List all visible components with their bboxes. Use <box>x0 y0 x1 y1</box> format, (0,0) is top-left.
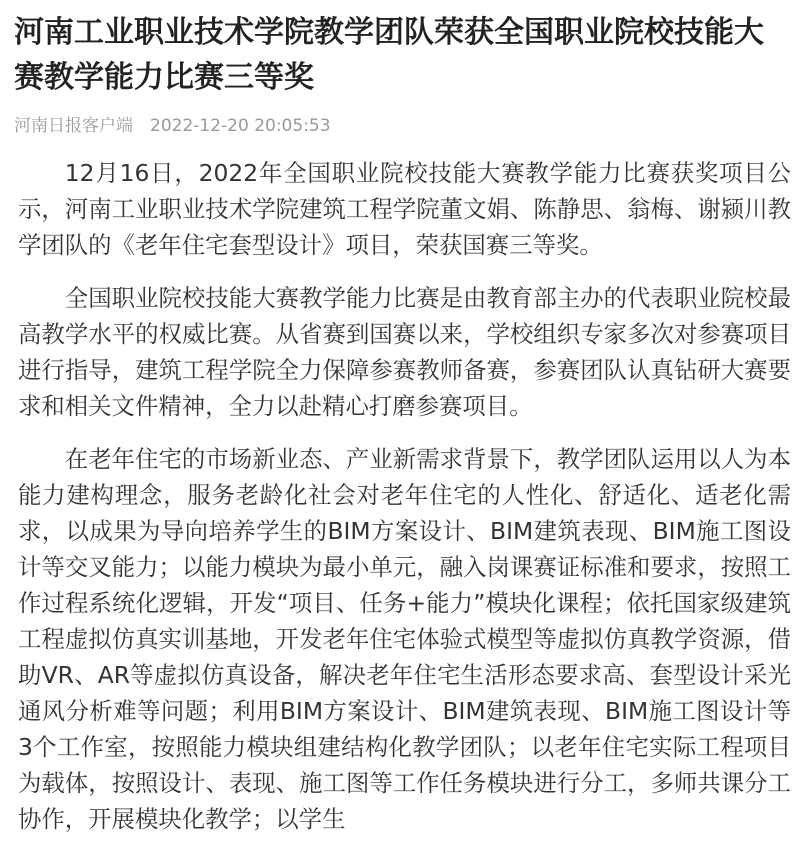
article-paragraph: 12月16日，2022年全国职业院校技能大赛教学能力比赛获奖项目公示，河南工业职业技术学院建筑工程学院董文娟、陈静思、翁梅、谢颍川教学团队的《老年住宅套型设计》项目，荣获国赛三等奖。 <box>18 159 791 259</box>
article-publish-time: 2022-12-20 20:05:53 <box>150 116 331 136</box>
page-title: 河南工业职业技术学院教学团队荣获全国职业院校技能大赛教学能力比赛三等奖 <box>14 15 764 95</box>
article-source: 河南日报客户端 <box>14 116 133 136</box>
article-paragraph: 在老年住宅的市场新业态、产业新需求背景下，教学团队运用以人为本能力建构理念，服务老龄化社会对老年住宅的人性化、舒适化、适老化需求，以成果为导向培养学生的BIM方案设计、BIM建筑表现、BIM施工图设计等交叉能力；以能力模块为最小单元，融入岗课赛证标准和要求，按照工作过程系统化逻辑，开发“项目、任务+能力”模块化课程；依托国家级建筑工程虚拟仿真实训基地，开发老年住宅体验式模型等虚拟仿真教学资源，借助VR、AR等虚拟仿真设备，解决老年住宅生活形态要求高、套型设计采光通风分析难等问题；利用BIM方案设计、BIM建筑表现、BIM施工图设计等3个工作室，按照能力模块组建结构化教学团队；以老年住宅实际工程项目为载体，按照设计、表现、施工图等工作任务模块进行分工，多师共课分工协作，开展模块化教学；以学生 <box>18 445 791 833</box>
article-paragraph: 全国职业院校技能大赛教学能力比赛是由教育部主办的代表职业院校最高教学水平的权威比赛。从省赛到国赛以来，学校组织专家多次对参赛项目进行指导，建筑工程学院全力保障参赛教师备赛，参赛团队认真钻研大赛要求和相关文件精神，全力以赴精心打磨参赛项目。 <box>18 284 791 420</box>
article-meta <box>14 114 331 138</box>
article-body <box>18 155 791 854</box>
